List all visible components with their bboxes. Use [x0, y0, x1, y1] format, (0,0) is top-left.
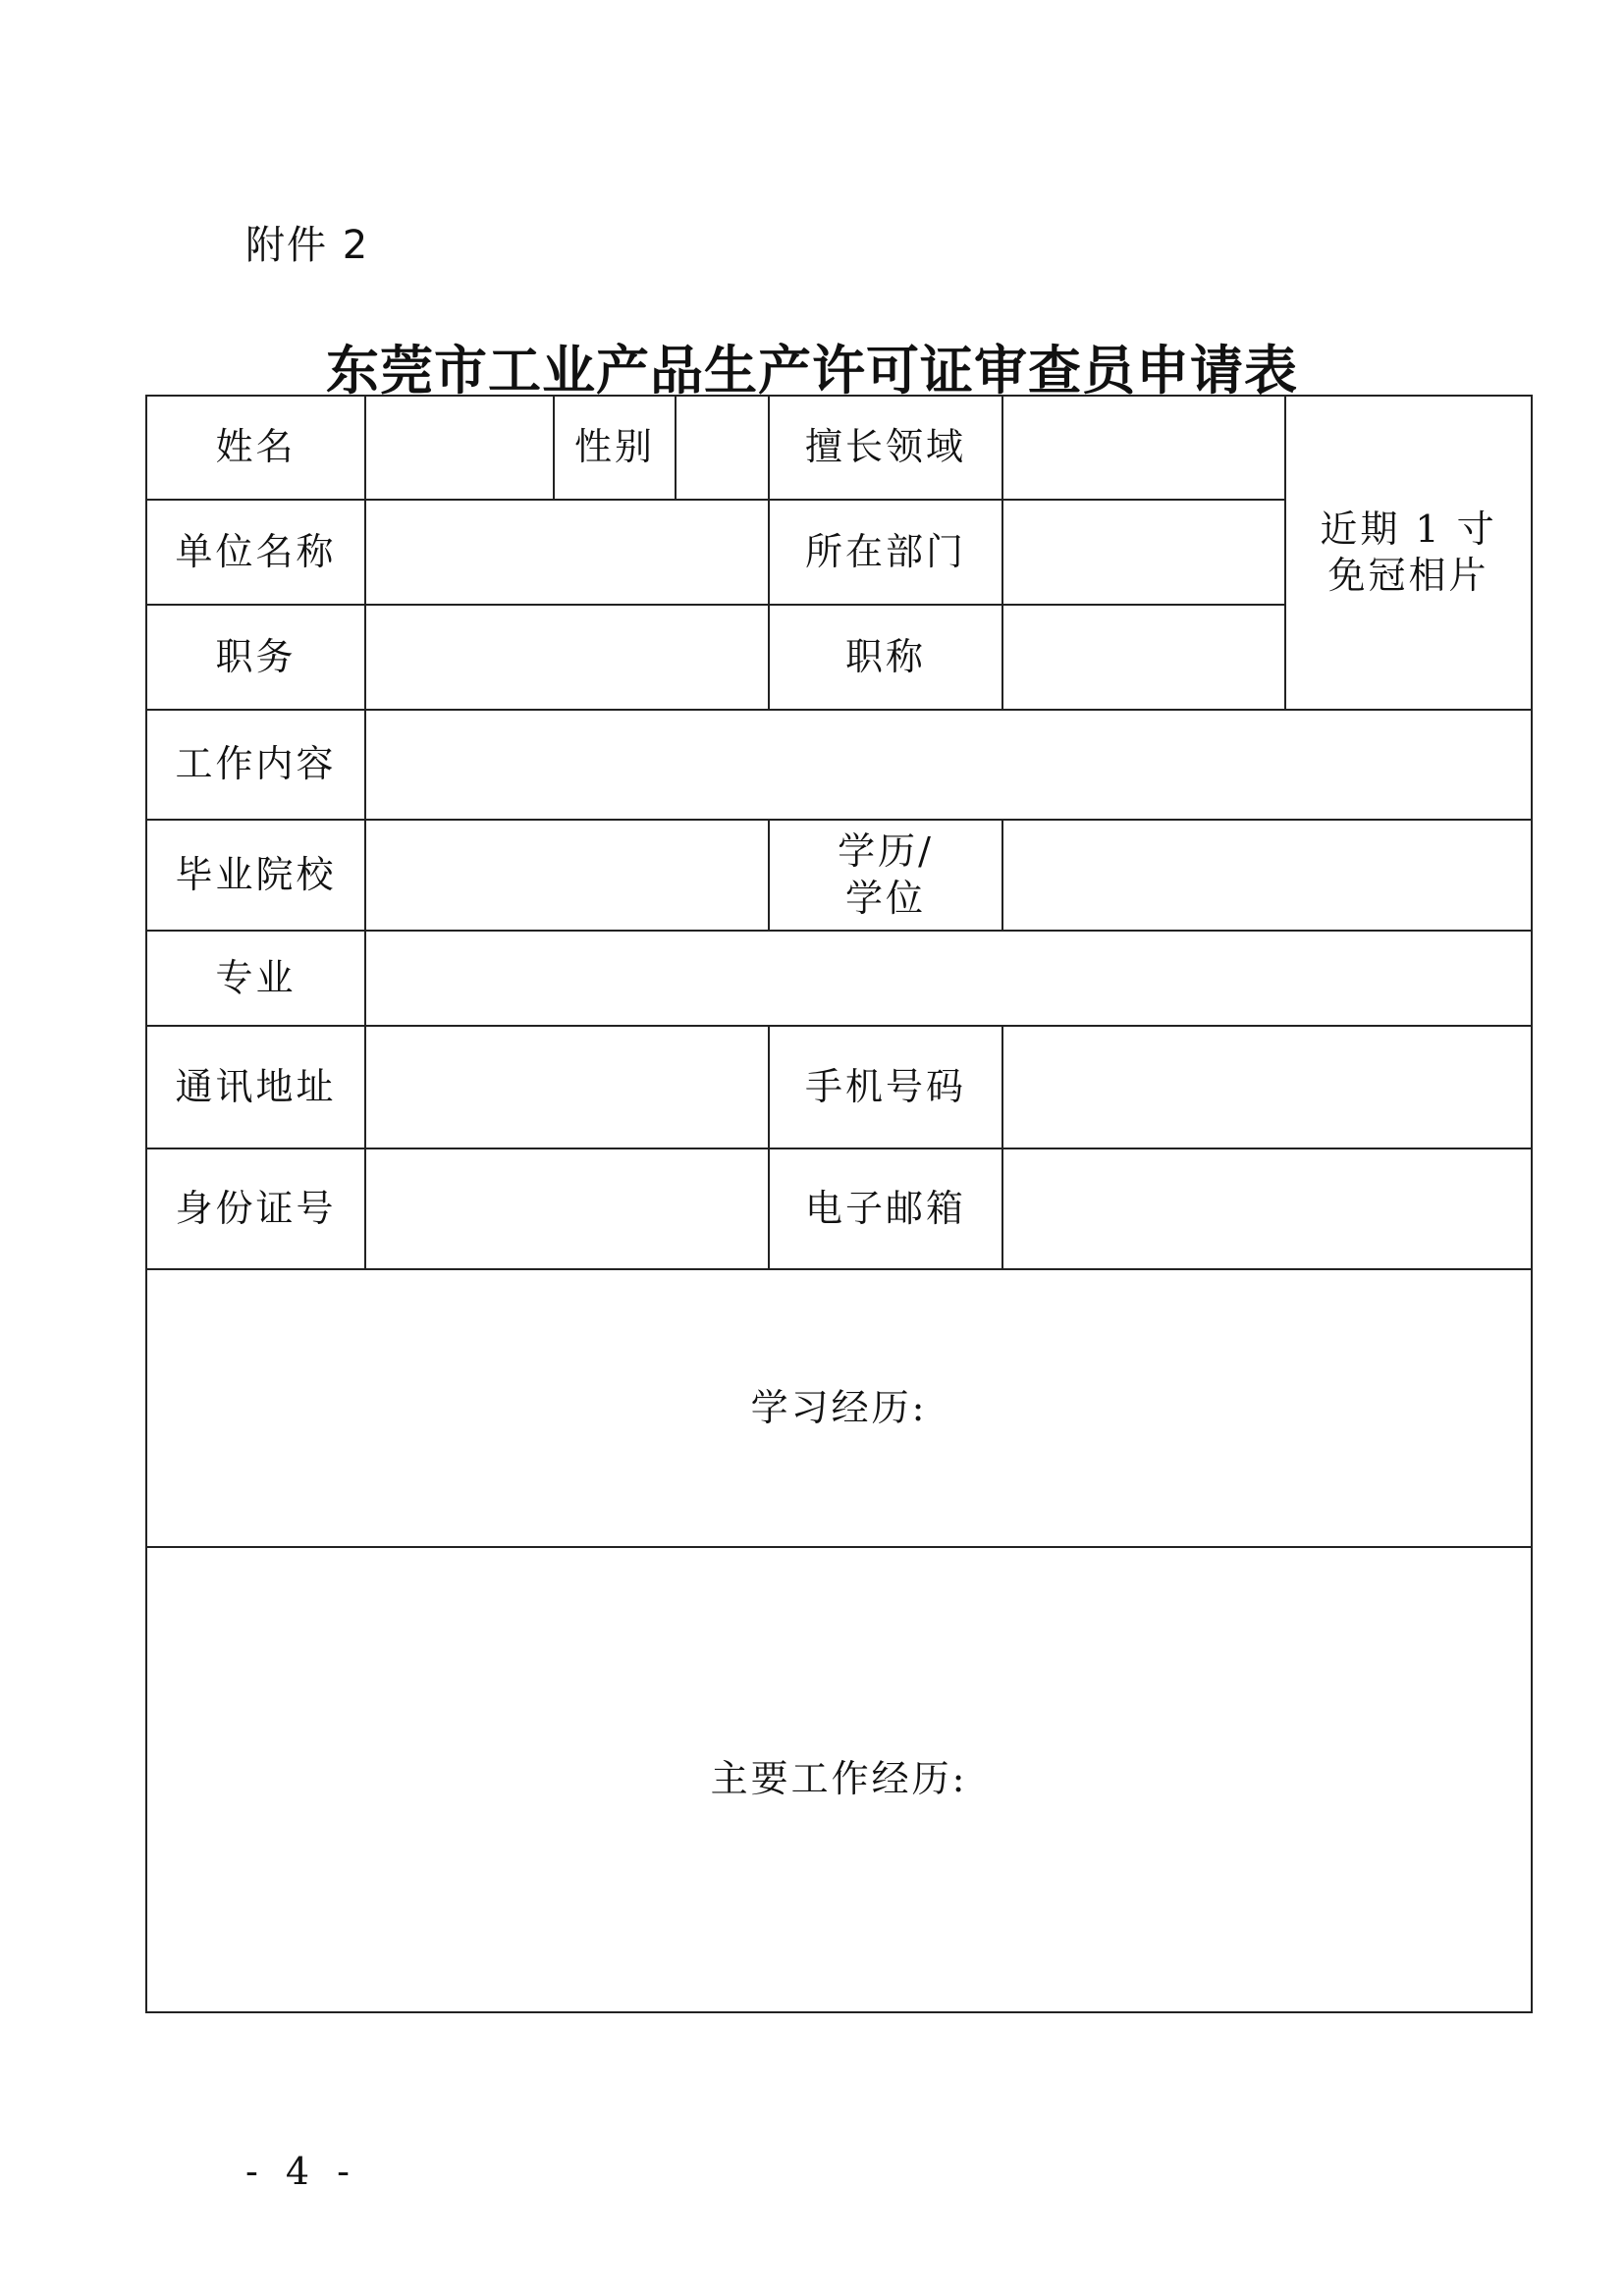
name-label: 姓名 [146, 396, 365, 500]
photo-label-line2: 免冠相片 [1327, 554, 1489, 597]
study-history-label: 学习经历: [750, 1385, 928, 1429]
professional-title-field[interactable] [1002, 605, 1285, 710]
school-label: 毕业院校 [146, 820, 365, 931]
gender-field[interactable] [676, 396, 769, 500]
work-content-field[interactable] [365, 710, 1532, 820]
work-content-label: 工作内容 [146, 710, 365, 820]
work-history-label: 主要工作经历: [710, 1757, 968, 1801]
school-field[interactable] [365, 820, 769, 931]
degree-label-line1: 学历/ [838, 829, 934, 873]
department-field[interactable] [1002, 500, 1285, 605]
id-number-field[interactable] [365, 1148, 769, 1269]
email-field[interactable] [1002, 1148, 1532, 1269]
professional-title-label: 职称 [769, 605, 1002, 710]
photo-box[interactable] [1285, 396, 1532, 710]
id-number-label: 身份证号 [146, 1148, 365, 1269]
expertise-label: 擅长领域 [769, 396, 1002, 500]
work-history-section[interactable] [146, 1547, 1532, 2012]
company-label: 单位名称 [146, 500, 365, 605]
major-field[interactable] [365, 931, 1532, 1026]
page-number: - 4 - [245, 2150, 358, 2193]
degree-field[interactable] [1002, 820, 1532, 931]
expertise-field[interactable] [1002, 396, 1285, 500]
form-title: 东莞市工业产品生产许可证审查员申请表 [326, 339, 1298, 401]
department-label: 所在部门 [769, 500, 1002, 605]
mobile-field[interactable] [1002, 1026, 1532, 1148]
mobile-label: 手机号码 [769, 1026, 1002, 1148]
degree-label-line2: 学位 [844, 876, 926, 920]
address-label: 通讯地址 [146, 1026, 365, 1148]
study-history-section[interactable] [146, 1269, 1532, 1547]
address-field[interactable] [365, 1026, 769, 1148]
position-field[interactable] [365, 605, 769, 710]
name-field[interactable] [365, 396, 554, 500]
gender-label: 性别 [554, 396, 676, 500]
position-label: 职务 [146, 605, 365, 710]
application-form-table [145, 395, 1533, 2013]
company-field[interactable] [365, 500, 769, 605]
major-label: 专业 [146, 931, 365, 1026]
email-label: 电子邮箱 [769, 1148, 1002, 1269]
attachment-label: 附件 2 [245, 223, 370, 268]
photo-label-line1: 近期 1 寸 [1320, 507, 1497, 551]
degree-label [769, 820, 1002, 931]
